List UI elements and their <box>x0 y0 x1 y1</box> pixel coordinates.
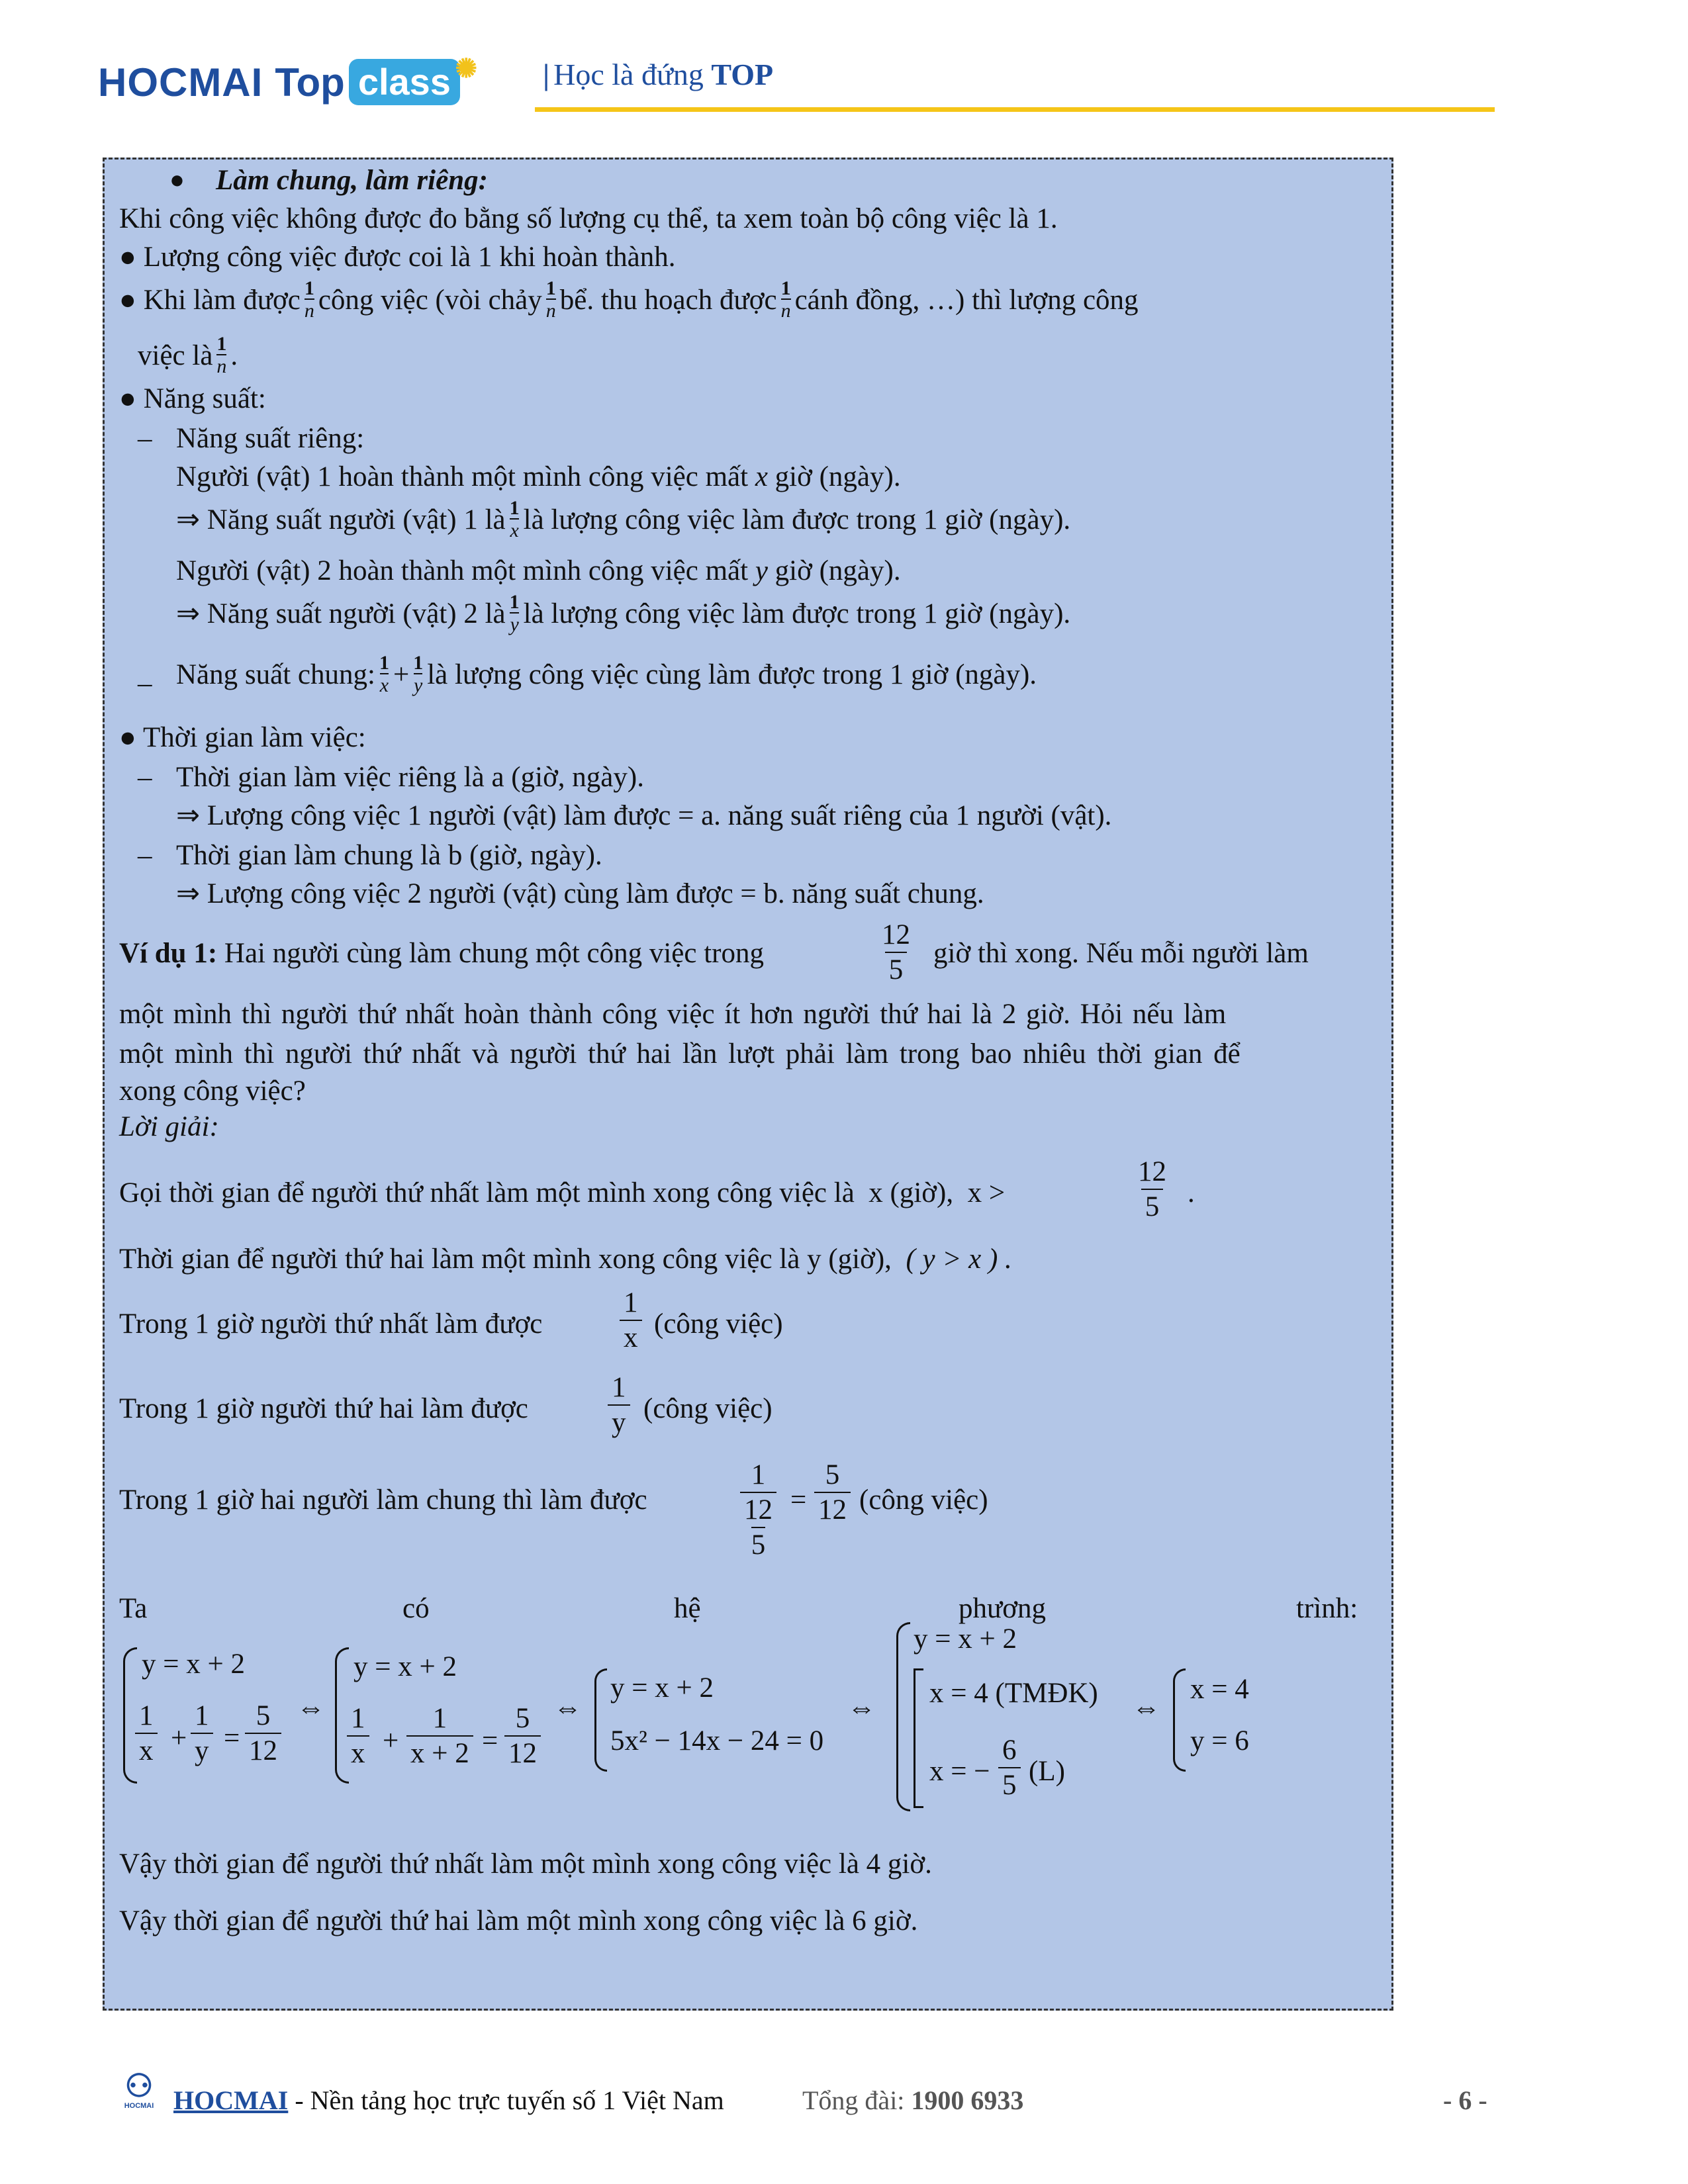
frac-den: 5 <box>1141 1189 1164 1221</box>
inner-num: 12 <box>744 1494 773 1525</box>
b2-text-b: công việc (vòi chảy <box>318 284 542 316</box>
s2-a: Năng suất chung: <box>176 659 375 690</box>
frac-den: n <box>304 300 314 322</box>
sys3-eq2: 5x² − 14x − 24 = 0 <box>610 1725 824 1756</box>
frac-num: 1 <box>195 1700 209 1731</box>
hotline-number: 1900 6933 <box>911 2085 1024 2115</box>
b2-text-c: bể. thu hoạch được <box>559 284 777 316</box>
bullet-icon: ● <box>119 284 144 316</box>
sol2-c: ( y > x ) . <box>906 1244 1012 1275</box>
s1-l2-a: ⇒ Năng suất người (vật) 1 là <box>176 504 506 535</box>
bullet-3-text: Năng suất: <box>143 383 266 414</box>
divider-bar: | <box>543 58 550 91</box>
footer-logo-text: HOCMAI <box>124 2102 154 2110</box>
fraction-1-over-x <box>620 1289 642 1352</box>
frac-num: 5 <box>825 1459 840 1490</box>
bullet-1-text: Lượng công việc được coi là 1 khi hoàn thành. <box>143 242 676 273</box>
fraction-1-over-n <box>546 279 556 321</box>
s2-b: là lượng công việc cùng làm được trong 1 giờ (ngày). <box>427 659 1037 690</box>
frac-num: 12 <box>882 919 910 950</box>
frac-den: 5 <box>885 952 908 984</box>
sys-word-3: hệ <box>674 1593 701 1624</box>
sub-1-line-4 <box>176 592 1070 635</box>
frac-den: x <box>620 1320 642 1352</box>
period: . <box>1188 1177 1195 1208</box>
logo-hocmai-text: HOCMAI <box>98 60 263 105</box>
conclusion-1: Vậy thời gian để người thứ nhất làm một mình xong công việc là 4 giờ. <box>119 1848 932 1880</box>
frac-num: 1 <box>751 1459 766 1490</box>
slogan-emphasis: TOP <box>711 58 774 91</box>
frac-num: 6 <box>1002 1735 1017 1766</box>
conclusion-2: Vậy thời gian để người thứ hai làm một mình xong công việc là 6 giờ. <box>119 1905 918 1936</box>
s1-l3-b: giờ (ngày). <box>774 555 901 586</box>
frac-num: 1 <box>351 1703 365 1734</box>
sub-1-line-1 <box>176 463 901 491</box>
equals-sign: = <box>482 1725 498 1756</box>
frac-den: x <box>510 520 519 541</box>
cv-label: (công việc) <box>643 1393 773 1424</box>
equals-sign: = <box>224 1723 240 1754</box>
slogan-text: Học là đứng <box>553 58 712 91</box>
fraction-1-over-x-plus-2 <box>406 1704 473 1768</box>
logo-class-badge <box>349 54 477 105</box>
bullet-line-3: ● Năng suất: <box>119 383 266 414</box>
sub-1-text: Năng suất riêng: <box>176 423 365 454</box>
frac-den: y <box>608 1404 630 1437</box>
fraction-1-over-y <box>608 1373 630 1437</box>
solution-line-2 <box>119 1245 1012 1273</box>
frac-num: 1 <box>509 591 520 613</box>
frac-num: 5 <box>256 1700 271 1731</box>
sol1-a: Gọi thời gian để người thứ nhất làm một mình xong công việc là <box>119 1177 855 1208</box>
solution-label: Lời giải: <box>119 1111 219 1142</box>
solution-line-1 <box>119 1179 1005 1207</box>
iff-arrow: ⇔ <box>297 1692 325 1723</box>
s1-l2-b: là lượng công việc làm được trong 1 giờ (ngày). <box>523 504 1071 535</box>
s1-l3-a: Người (vật) 2 hoàn thành một mình công việc mất <box>176 555 749 586</box>
iff-arrow: ⇔ <box>1132 1692 1160 1723</box>
logo-class-text: class <box>357 61 451 103</box>
footer-tagline-text: - Nền tảng học trực tuyến số 1 Việt Nam <box>288 2085 724 2115</box>
bullet-line-2-cont: việc là $\frac{1}{n}$ . <box>138 333 238 377</box>
solution-line-5: Trong 1 giờ hai người làm chung thì làm được <box>119 1484 647 1516</box>
s1-l1-a: Người (vật) 1 hoàn thành một mình công việc mất <box>176 461 749 492</box>
bullet-line-4: ● Thời gian làm việc: <box>119 722 366 753</box>
fraction-1-over-n <box>305 279 314 321</box>
frac-den: n <box>216 355 227 377</box>
fraction-1-over-x <box>379 653 389 696</box>
page-number: - 6 - <box>1443 2085 1487 2115</box>
sol2-b: y (giờ), <box>807 1244 892 1275</box>
fraction-1-over-x <box>135 1702 158 1765</box>
logo-top-text: Top <box>275 60 345 105</box>
dash-marker: – <box>138 840 152 871</box>
brace <box>896 1622 910 1811</box>
header-slogan <box>543 57 773 92</box>
frac-den: n <box>545 300 556 322</box>
sys3-eq1: y = x + 2 <box>610 1672 714 1704</box>
var-x: x <box>755 461 768 492</box>
sys2-eq1: y = x + 2 <box>353 1651 457 1682</box>
example-line-3: một mình thì người thứ nhất và người thứ hai lần lượt phải làm trong bao nhiêu thời gian để <box>119 1038 1241 1069</box>
frac-num: 1 <box>545 277 556 299</box>
fraction-5-over-12 <box>245 1702 281 1765</box>
frac-num: 1 <box>379 652 389 674</box>
square-bracket <box>914 1668 923 1808</box>
section-heading: Làm chung, làm riêng: <box>216 165 488 196</box>
solution-line-4: Trong 1 giờ người thứ hai làm được <box>119 1393 528 1424</box>
fraction-1-over-x <box>510 498 520 541</box>
equals-sign: = <box>790 1484 807 1516</box>
example-text-a: Hai người cùng làm chung một công việc trong <box>224 938 764 969</box>
frac-den: 12 <box>245 1733 281 1765</box>
header-rule <box>535 107 1495 112</box>
dash-marker: – <box>138 423 152 454</box>
frac-num: 1 <box>304 277 314 299</box>
frac-den: x <box>347 1735 369 1768</box>
frac-den: 5 <box>998 1767 1021 1799</box>
people-icon: ⚇ <box>124 2069 154 2104</box>
iff-arrow: ⇔ <box>553 1692 582 1723</box>
sol1-b: x (giờ), <box>868 1177 954 1208</box>
fraction-5-over-12 <box>504 1704 541 1768</box>
sys5-eq2: y = 6 <box>1190 1725 1249 1756</box>
intro-line: Khi công việc không được đo bằng số lượng cụ thể, ta xem toàn bộ công việc là 1. <box>119 203 1058 234</box>
frac-den: x <box>379 674 389 696</box>
hotline-label: Tổng đài: <box>802 2085 912 2115</box>
frac-num: 1 <box>780 277 791 299</box>
frac-den: n <box>780 300 791 322</box>
inner-den: 5 <box>751 1527 766 1559</box>
sys-word-5: trình: <box>1296 1593 1358 1624</box>
footer-brand-link[interactable]: HOCMAI <box>173 2085 289 2115</box>
footer-logo <box>118 2071 160 2113</box>
example-label: Ví dụ 1: <box>119 938 218 969</box>
hocmai-topclass-logo <box>98 54 477 109</box>
frac-num: 5 <box>515 1703 530 1734</box>
fraction-1-over-y <box>413 653 423 696</box>
b2-text-d: cánh đồng, …) thì lượng công <box>794 284 1139 316</box>
fraction-1-over-y <box>510 592 520 635</box>
bullet-line-1: ● Lượng công việc được coi là 1 khi hoàn thành. <box>119 242 676 273</box>
b2-text-e: việc là <box>138 340 213 371</box>
s1-l4-a: ⇒ Năng suất người (vật) 2 là <box>176 598 506 629</box>
content-box <box>103 158 1393 2011</box>
sub-1-line-3 <box>176 557 901 585</box>
s1-l1-b: giờ (ngày). <box>774 461 901 492</box>
footer-hotline <box>802 2085 1023 2116</box>
s1-l4-b: là lượng công việc làm được trong 1 giờ (ngày). <box>523 598 1071 629</box>
frac-den: x + 2 <box>406 1735 473 1768</box>
frac-den-12-over-5 <box>740 1492 776 1559</box>
sys-word-4: phương <box>959 1593 1047 1624</box>
sub-1-line-2 <box>176 498 1070 541</box>
fraction-12-over-5 <box>1134 1158 1170 1221</box>
example-text-b: giờ thì xong. Nếu mỗi người làm <box>933 938 1309 969</box>
frac-num: 1 <box>612 1372 626 1403</box>
cv-label: (công việc) <box>654 1308 783 1340</box>
bullet-icon: ● <box>169 166 185 194</box>
plus-sign: + <box>171 1723 187 1754</box>
frac-num: 1 <box>432 1703 447 1734</box>
time-2-result: ⇒ Lượng công việc 2 người (vật) cùng làm được = b. năng suất chung. <box>176 878 984 909</box>
brace <box>1173 1668 1186 1772</box>
rejected-label: (L) <box>1029 1756 1065 1787</box>
sys1-eq1: y = x + 2 <box>142 1649 246 1680</box>
frac-num: 12 <box>1138 1156 1166 1187</box>
frac-den: 12 <box>814 1492 851 1524</box>
frac-num: 1 <box>216 333 227 355</box>
sys4-eq1: y = x + 2 <box>914 1623 1017 1655</box>
fraction-1-over-n <box>216 334 226 377</box>
frac-den: y <box>414 674 423 696</box>
iff-arrow: ⇔ <box>847 1692 876 1723</box>
sol1-c: x > <box>967 1177 1006 1208</box>
frac-num: 1 <box>509 497 520 519</box>
fraction-12-over-5 <box>878 921 914 984</box>
bullet-4-text: Thời gian làm việc: <box>142 722 366 753</box>
example-line-4: xong công việc? <box>119 1075 306 1107</box>
brace <box>594 1668 607 1772</box>
frac-den: y <box>191 1733 213 1765</box>
b2-text-a: Khi làm được <box>143 284 301 316</box>
dash-marker: – <box>138 762 152 793</box>
frac-den: y <box>510 614 519 635</box>
fraction-6-over-5 <box>998 1736 1021 1799</box>
plus-sign: + <box>393 659 410 690</box>
fraction-1-over-n <box>781 279 791 321</box>
time-1-result: ⇒ Lượng công việc 1 người (vật) làm được = a. năng suất riêng của 1 người (vật). <box>176 800 1112 831</box>
frac-num: 1 <box>139 1700 154 1731</box>
solution-line-3: Trong 1 giờ người thứ nhất làm được <box>119 1308 543 1340</box>
sub-2-line <box>176 653 1037 696</box>
frac-num: 1 <box>413 652 424 674</box>
star-icon: ✺ <box>455 54 477 83</box>
frac-den: 12 <box>504 1735 541 1768</box>
example-line-1 <box>119 939 764 968</box>
sys4-root1: x = 4 (TMĐK) <box>929 1678 1098 1709</box>
sys-word-2: có <box>402 1593 430 1624</box>
cv-label: (công việc) <box>859 1484 988 1516</box>
frac-num: 1 <box>624 1287 638 1318</box>
sol2-a: Thời gian để người thứ hai làm một mình xong công việc là <box>119 1244 800 1275</box>
plus-sign: + <box>383 1725 399 1756</box>
example-line-2: một mình thì người thứ nhất hoàn thành công việc ít hơn người thứ hai là 2 giờ. Hỏi nếu làm <box>119 999 1227 1030</box>
time-2-text: Thời gian làm chung là b (giờ, ngày). <box>176 840 602 871</box>
complex-fraction <box>740 1461 776 1559</box>
sys-word-1: Ta <box>119 1593 148 1624</box>
fraction-1-over-y <box>191 1702 213 1765</box>
footer-tagline <box>173 2085 724 2116</box>
fraction-1-over-x <box>347 1704 369 1768</box>
time-1-text: Thời gian làm việc riêng là a (giờ, ngày). <box>176 762 644 793</box>
sys4-root2: x = − <box>929 1756 990 1787</box>
frac-den: x <box>135 1733 158 1765</box>
var-y: y <box>755 555 768 586</box>
fraction-5-over-12 <box>814 1461 851 1524</box>
bullet-line-2 <box>119 279 1139 321</box>
sys5-eq1: x = 4 <box>1190 1674 1249 1705</box>
dash-marker: – <box>138 668 152 699</box>
